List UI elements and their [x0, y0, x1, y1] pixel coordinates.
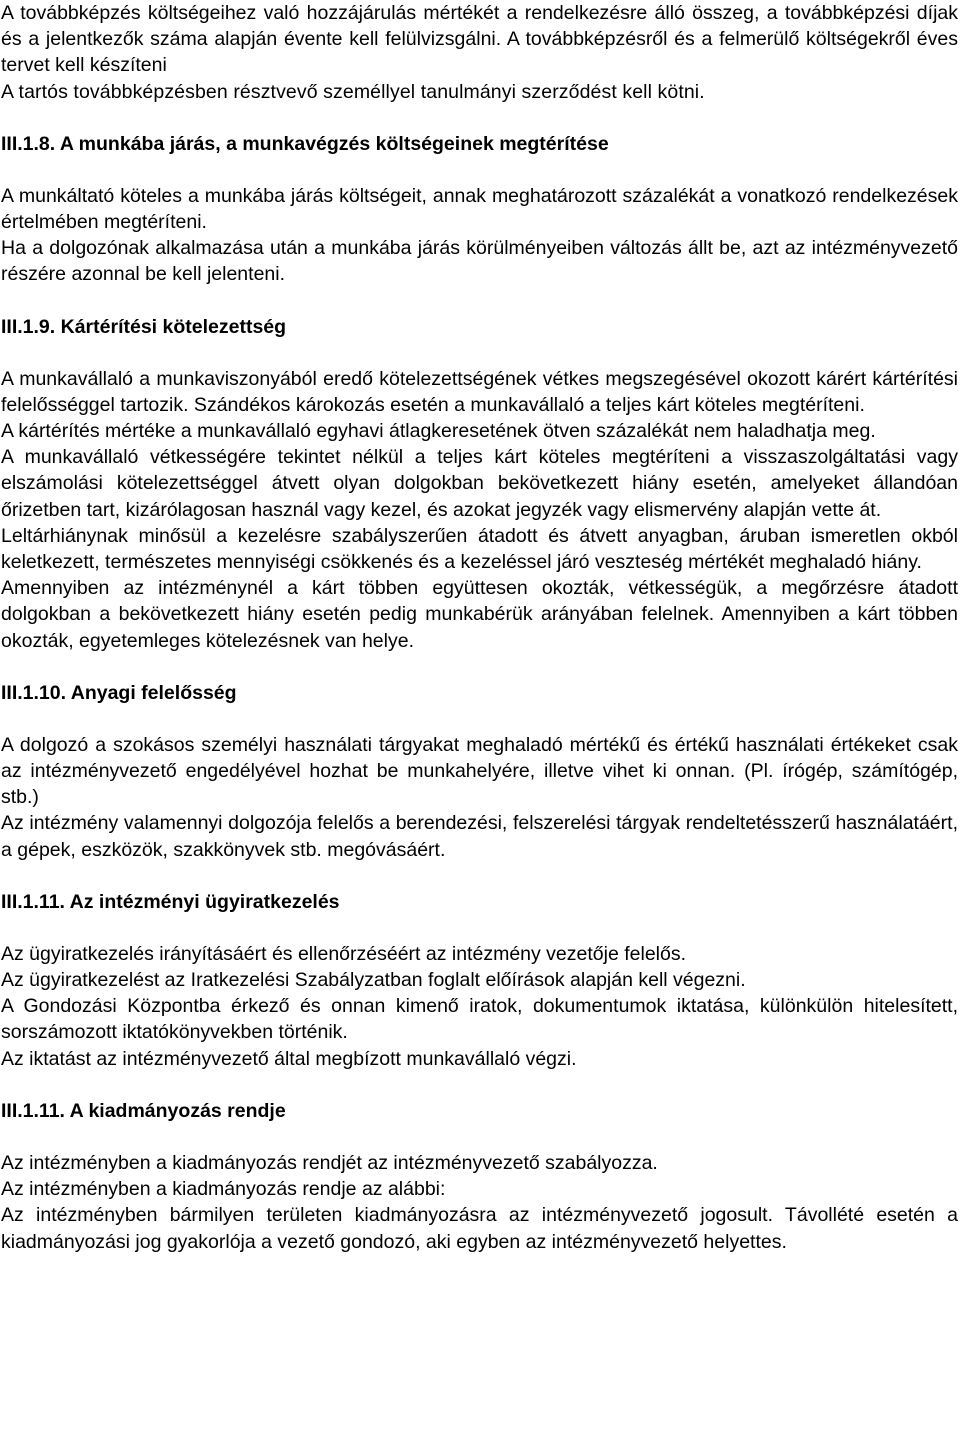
- paragraph: A Gondozási Központba érkező és onnan kimenő iratok, dokumentumok iktatása, különkülön hitelesített, sorszámozott iktatókönyvekben történik.: [1, 995, 958, 1044]
- section-title: Az intézményi ügyiratkezelés: [69, 890, 340, 913]
- section-title: A munkába járás, a munkavégzés költségeinek megtérítése: [59, 132, 609, 155]
- paragraph: Leltárhiánynak minősül a kezelésre szabályszerűen átadott és átvett anyagban, áruban ismeretlen okból keletkezett, természetes mennyiségi csökkenés és a kezeléssel járó veszteség mértékét meghaladó hiány.: [1, 524, 958, 574]
- paragraph: A kártérítés mértéke a munkavállaló egyhavi átlagkeresetének ötven százalékát nem haladhatja meg.: [1, 420, 876, 443]
- section-number: III.1.10.: [1, 681, 67, 704]
- paragraph: Amennyiben az intézménynél a kárt többen együttesen okozták, vétkességük, a megőrzésre átadott dolgokban a bekövetkezett hiány esetén pedig munkabérük arányában felelnek. Amennyiben a kárt többen okozták, egyetemleges kötelezésnek van helye.: [1, 577, 958, 652]
- section-title: Kártérítési kötelezettség: [60, 315, 287, 338]
- paragraph: A munkavállaló vétkességére tekintet nélkül a teljes kárt köteles megtéríteni a visszaszolgáltatási vagy elszámolási kötelezettséggel átvett olyan dolgokban bekövetkezett hiány esetén, amelyeket állandóan őrizetben tart, kizárólagosan használ vagy kezel, és azokat jegyzék vagy elismervény alapján vette át.: [1, 446, 958, 521]
- section-title: A kiadmányozás rendje: [69, 1099, 286, 1122]
- intro-paragraph-1: A továbbképzés költségeihez való hozzájárulás mértékét a rendelkezésre álló összeg, a továbbképzési díjak és a jelentkezők száma alapján évente kell felülvizsgálni. A továbbképzésről és a felmerülő költségekről éves tervet kell készíteni: [1, 2, 958, 77]
- paragraph: Ha a dolgozónak alkalmazása után a munkába járás körülményeiben változás állt be, azt az intézményvezető részére azonnal be kell jelenteni.: [1, 237, 958, 286]
- paragraph: A dolgozó a szokásos személyi használati tárgyakat meghaladó mértékű és értékű használati értékeket csak az intézményvezető engedélyével hozhat be munkahelyére, illetve vihet ki onnan. (Pl. írógép, számítógép, stb.): [1, 733, 958, 809]
- paragraph: Az ügyiratkezelést az Iratkezelési Szabályzatban foglalt előírások alapján kell végezni.: [1, 969, 746, 992]
- paragraph: A munkavállaló a munkaviszonyából eredő kötelezettségének vétkes megszegésével okozott kárért kártérítési felelősséggel tartozik. Szándékos károkozás esetén a munkavállaló a teljes kárt köteles megtéríteni.: [1, 367, 958, 416]
- section-title: Anyagi felelősség: [70, 681, 237, 704]
- paragraph: Az intézményben a kiadmányozás rendje az alábbi:: [1, 1178, 446, 1201]
- section-number: III.1.9.: [1, 315, 56, 338]
- paragraph: Az intézményben a kiadmányozás rendjét az intézményvezető szabályozza.: [1, 1151, 658, 1174]
- paragraph: A munkáltató köteles a munkába járás költségeit, annak meghatározott százalékát a vonatkozó rendelkezések értelmében megtéríteni.: [1, 184, 958, 234]
- section-number: III.1.11.: [1, 1099, 65, 1122]
- section-heading-11b: [1, 1098, 958, 1124]
- section-number: III.1.11.: [1, 890, 65, 913]
- paragraph: Az iktatást az intézményvezető által megbízott munkavállaló végzi.: [1, 1047, 577, 1070]
- section-heading-11a: [1, 889, 958, 915]
- paragraph: Az ügyiratkezelés irányításáért és ellenőrzéséért az intézmény vezetője felelős.: [1, 942, 687, 965]
- intro-paragraph-2: A tartós továbbképzésben résztvevő személlyel tanulmányi szerződést kell kötni.: [1, 80, 705, 103]
- section-number: III.1.8.: [1, 132, 56, 155]
- section-heading-9: [1, 314, 958, 340]
- section-heading-8: [1, 131, 958, 157]
- paragraph: Az intézmény valamennyi dolgozója felelős a berendezési, felszerelési tárgyak rendeltetésszerű használatáért, a gépek, eszközök, szakkönyvek stb. megóvásáért.: [1, 812, 958, 861]
- section-heading-10: [1, 680, 958, 706]
- paragraph: Az intézményben bármilyen területen kiadmányozásra az intézményvezető jogosult. Távollété esetén a kiadmányozási jog gyakorlója a vezető gondozó, aki egyben az intézményvezető helyettes.: [1, 1204, 958, 1253]
